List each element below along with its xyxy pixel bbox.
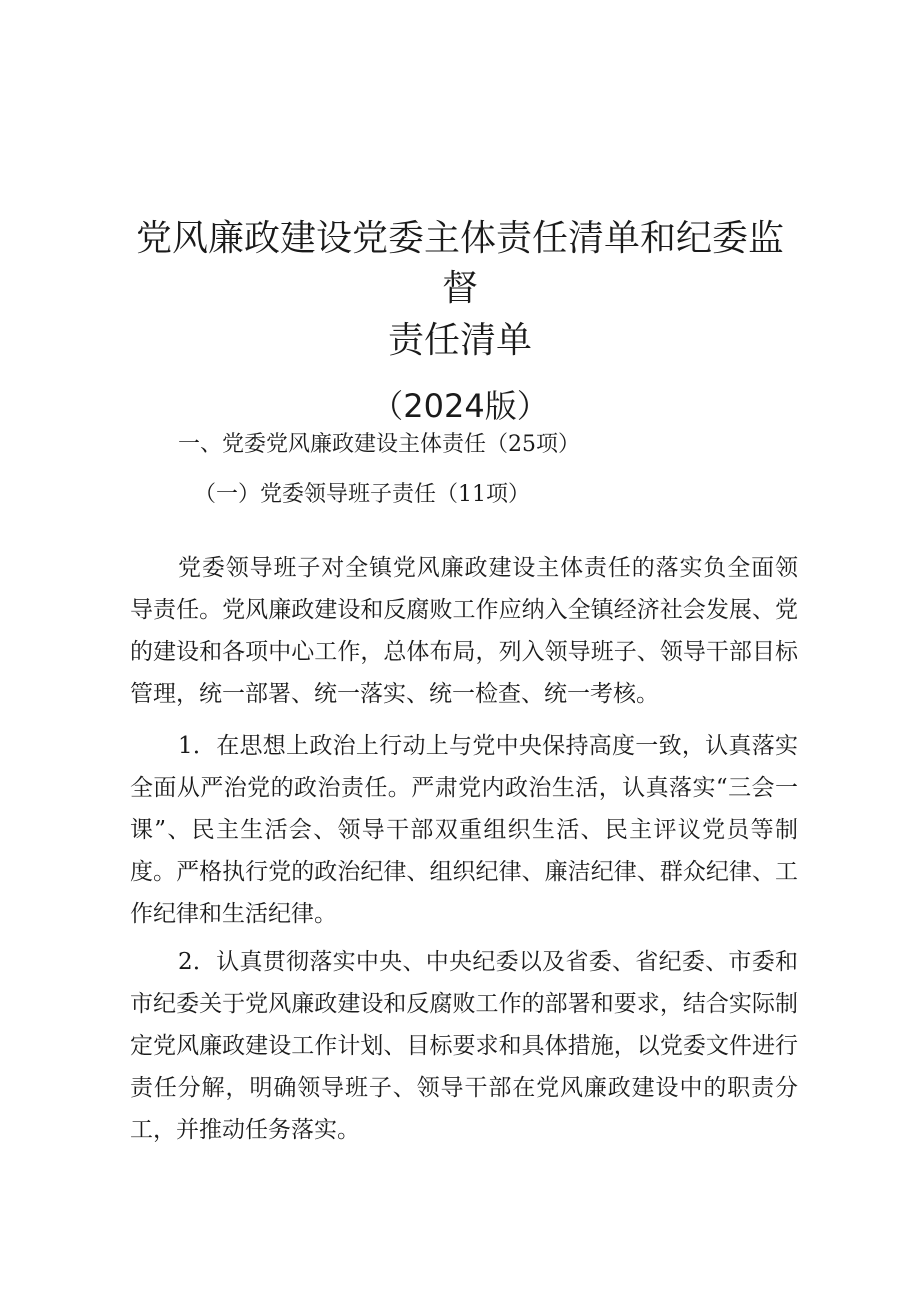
intro-paragraph: 党委领导班子对全镇党风廉政建设主体责任的落实负全面领导责任。党风廉政建设和反腐败工作应纳入全镇经济社会发展、党的建设和各项中心工作，总体布局，列入领导班子、领导干部目标管理，统一部署、统一落实、统一检查、统一考核。 (130, 555, 798, 707)
edition-label: （2024版） (371, 387, 549, 425)
item-1-paragraph: 1．在思想上政治上行动上与党中央保持高度一致，认真落实全面从严治党的政治责任。严肃党内政治生活，认真落实“三会一课”、民主生活会、领导干部双重组织生活、民主评议党员等制度。严格执行党的政治纪律、组织纪律、廉洁纪律、群众纪律、工作纪律和生活纪律。 (130, 733, 798, 927)
title-block (120, 214, 800, 428)
document-title-line-2: 责任清单 (387, 320, 532, 361)
document-title-line-1: 党风廉政建设党委主体责任清单和纪委监督 (135, 218, 784, 309)
section-heading-1: 一、党委党风廉政建设主体责任（25项） (178, 432, 580, 457)
subsection-heading-1: （一）党委领导班子责任（11项） (194, 482, 530, 507)
item-2-paragraph: 2．认真贯彻落实中央、中央纪委以及省委、省纪委、市委和市纪委关于党风廉政建设和反腐败工作的部署和要求，结合实际制定党风廉政建设工作计划、目标要求和具体措施，以党委文件进行责任分解，明确领导班子、领导干部在党风廉政建设中的职责分工，并推动任务落实。 (130, 949, 798, 1143)
